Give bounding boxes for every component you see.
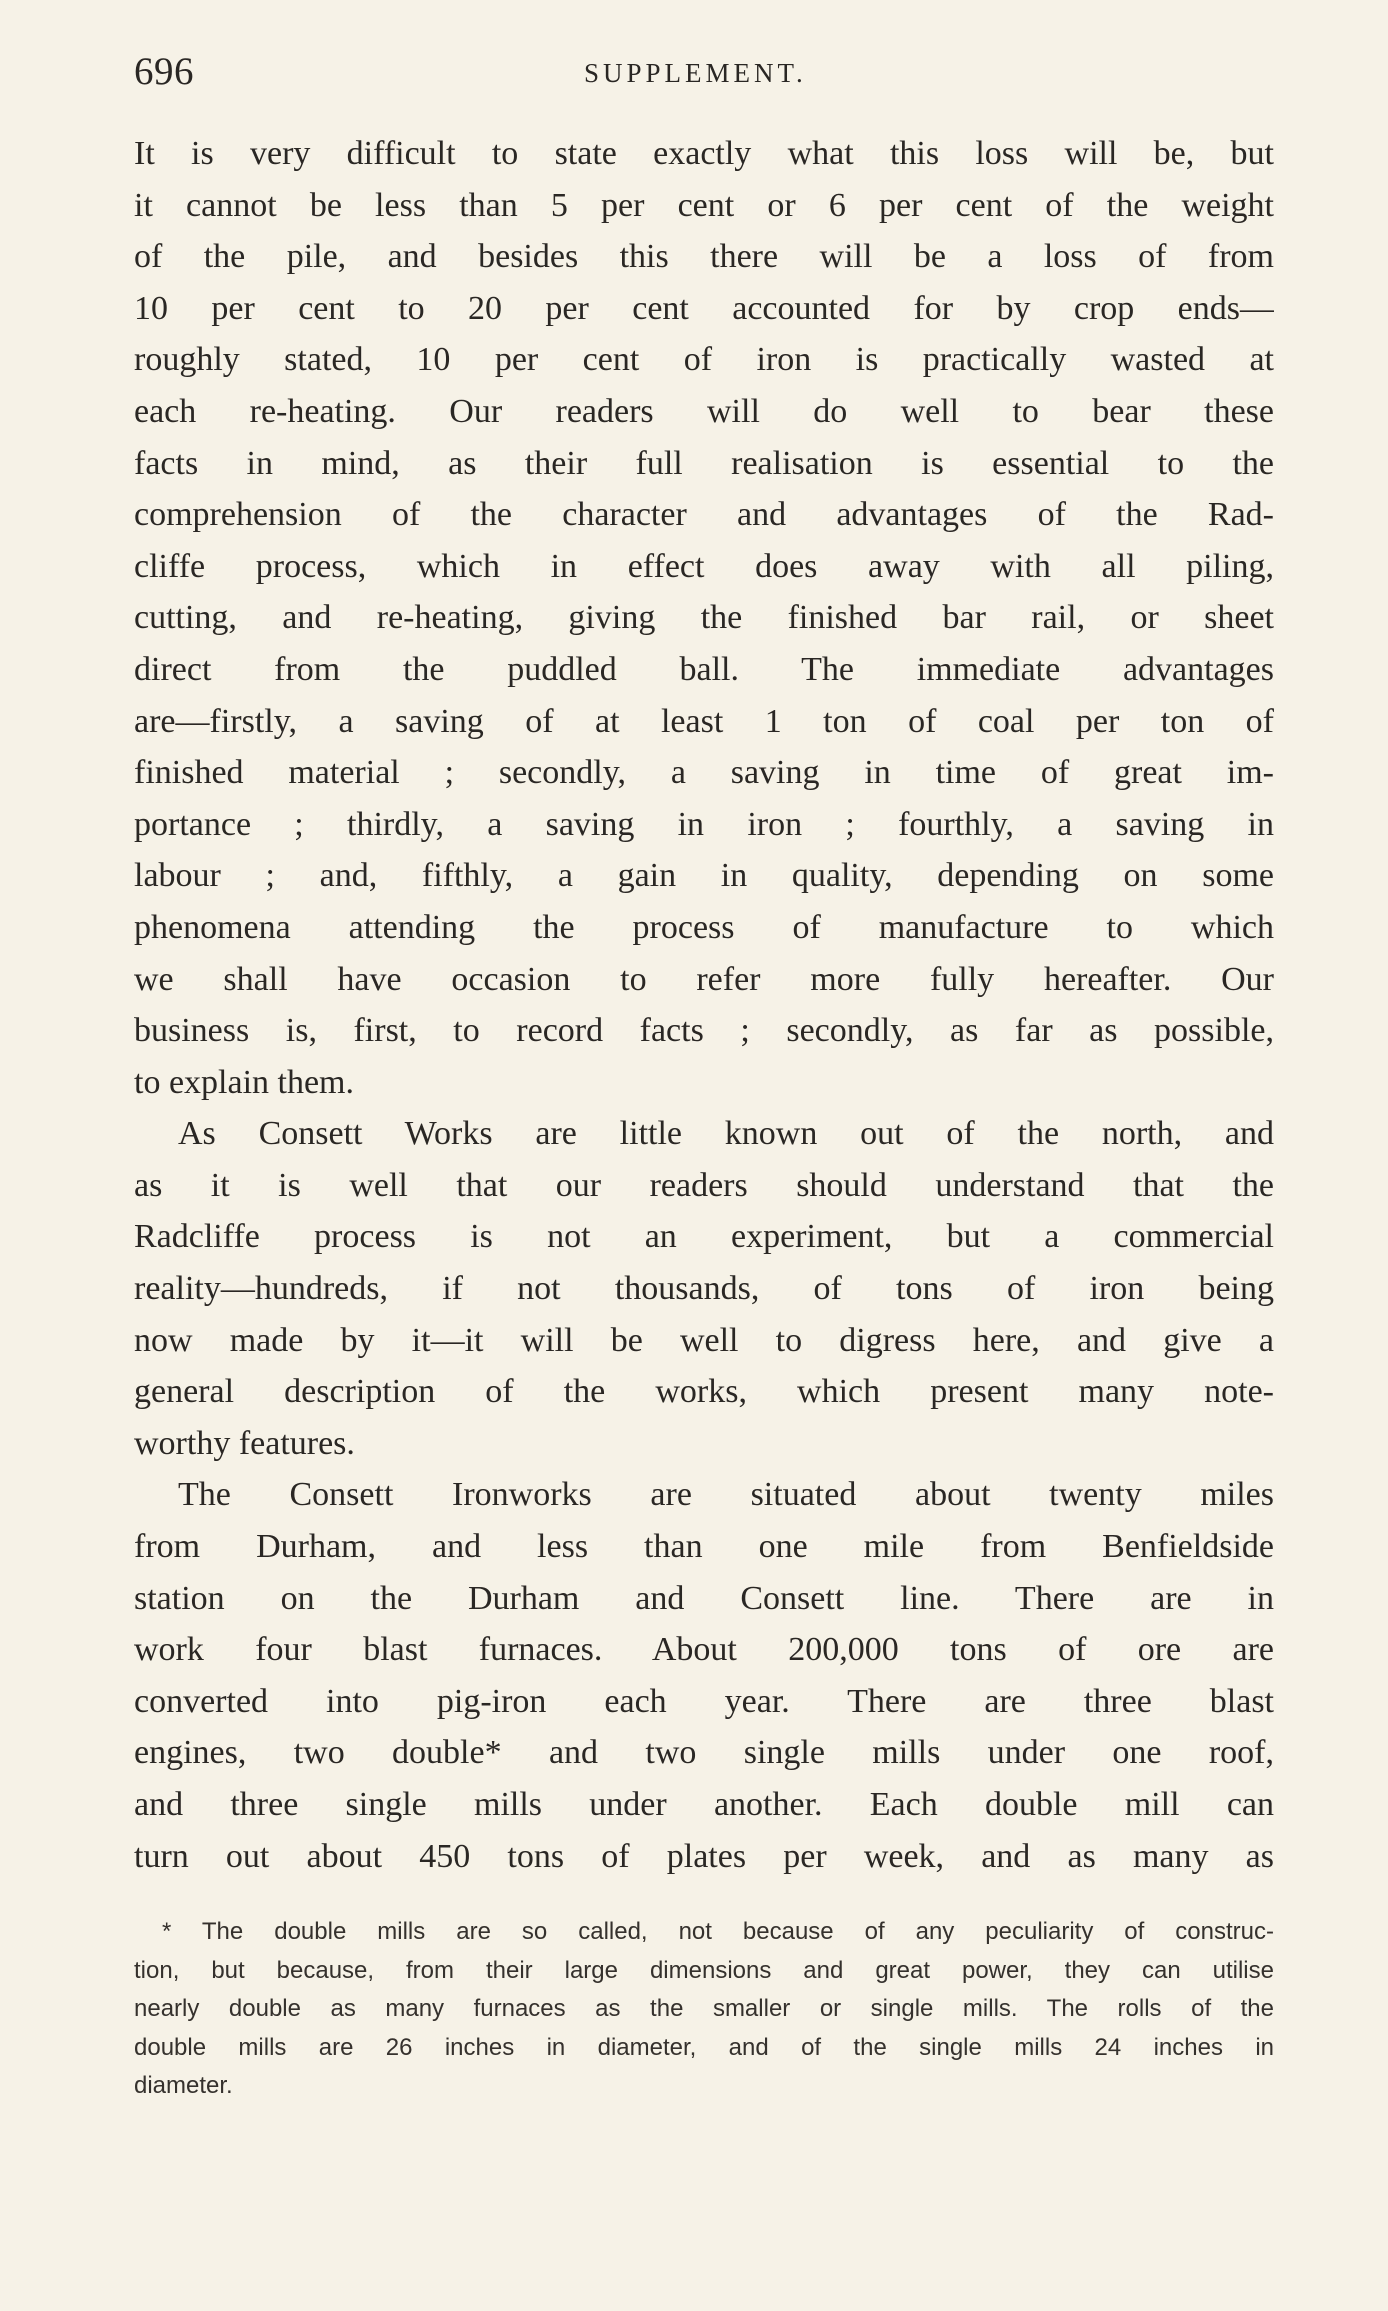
- text-line: portance ; thirdly, a saving in iron ; fourthly, a saving in: [134, 805, 1274, 843]
- text-line: business is, first, to record facts ; secondly, as far as possible,: [134, 1012, 1274, 1050]
- footnote-line: * The double mills are so called, not because of any peculiarity of construc-: [162, 1918, 1274, 1945]
- text-line: converted into pig-iron each year. There are three blast: [134, 1682, 1274, 1720]
- text-line: labour ; and, fifthly, a gain in quality, depending on some: [134, 857, 1274, 895]
- footnote-line: nearly double as many furnaces as the smaller or single mills. The rolls of the: [134, 1995, 1274, 2022]
- footnote-line: diameter.: [134, 2072, 233, 2099]
- text-line: cutting, and re-heating, giving the finished bar rail, or sheet: [134, 599, 1274, 637]
- paragraph-end-line: to explain them.: [134, 1063, 355, 1101]
- text-line: general description of the works, which present many note-: [134, 1373, 1274, 1411]
- text-line: engines, two double* and two single mills under one roof,: [134, 1734, 1274, 1772]
- footnote-line: tion, but because, from their large dimensions and great power, they can utilise: [134, 1956, 1274, 1984]
- text-line: it cannot be less than 5 per cent or 6 per cent of the weight: [134, 186, 1274, 224]
- text-line: we shall have occasion to refer more fully hereafter. Our: [134, 960, 1274, 998]
- text-line: direct from the puddled ball. The immediate advantages: [134, 650, 1274, 688]
- text-line: 10 per cent to 20 per cent accounted for by crop ends—: [134, 289, 1274, 327]
- text-line: roughly stated, 10 per cent of iron is practically wasted at: [134, 341, 1274, 379]
- paragraph-start-line: As Consett Works are little known out of the north, and: [178, 1115, 1274, 1153]
- paragraph-start-line: The Consett Ironworks are situated about twenty miles: [178, 1476, 1274, 1514]
- text-line: are—firstly, a saving of at least 1 ton of coal per ton of: [134, 702, 1274, 740]
- footnote-line: double mills are 26 inches in diameter, and of the single mills 24 inches in: [134, 2033, 1274, 2061]
- text-line: reality—hundreds, if not thousands, of tons of iron being: [134, 1270, 1274, 1308]
- text-line: finished material ; secondly, a saving in time of great im-: [134, 754, 1274, 792]
- text-line: cliffe process, which in effect does away with all piling,: [134, 547, 1274, 585]
- body-text: [134, 128, 1274, 1882]
- text-line: phenomena attending the process of manufacture to which: [134, 908, 1274, 946]
- text-line: now made by it—it will be well to digress here, and give a: [134, 1321, 1274, 1359]
- text-line: station on the Durham and Consett line. There are in: [134, 1579, 1274, 1617]
- text-line: It is very difficult to state exactly what this loss will be, but: [134, 135, 1274, 172]
- page-header: [134, 46, 1274, 98]
- footnote: [134, 1913, 1274, 2106]
- text-line: facts in mind, as their full realisation is essential to the: [134, 444, 1274, 482]
- running-head: SUPPLEMENT.: [584, 58, 807, 88]
- text-line: comprehension of the character and advantages of the Rad-: [134, 496, 1274, 534]
- paragraph-end-line: worthy features.: [134, 1424, 355, 1462]
- text-line: turn out about 450 tons of plates per week, and as many as: [134, 1837, 1274, 1875]
- text-line: of the pile, and besides this there will be a loss of from: [134, 238, 1274, 276]
- text-line: and three single mills under another. Each double mill can: [134, 1786, 1274, 1823]
- text-line: each re-heating. Our readers will do well to bear these: [134, 392, 1274, 430]
- text-line: from Durham, and less than one mile from Benfieldside: [134, 1528, 1274, 1566]
- text-line: work four blast furnaces. About 200,000 tons of ore are: [134, 1631, 1274, 1669]
- page-number: 696: [134, 50, 194, 93]
- text-line: Radcliffe process is not an experiment, but a commercial: [134, 1218, 1274, 1256]
- text-line: as it is well that our readers should understand that the: [134, 1166, 1274, 1204]
